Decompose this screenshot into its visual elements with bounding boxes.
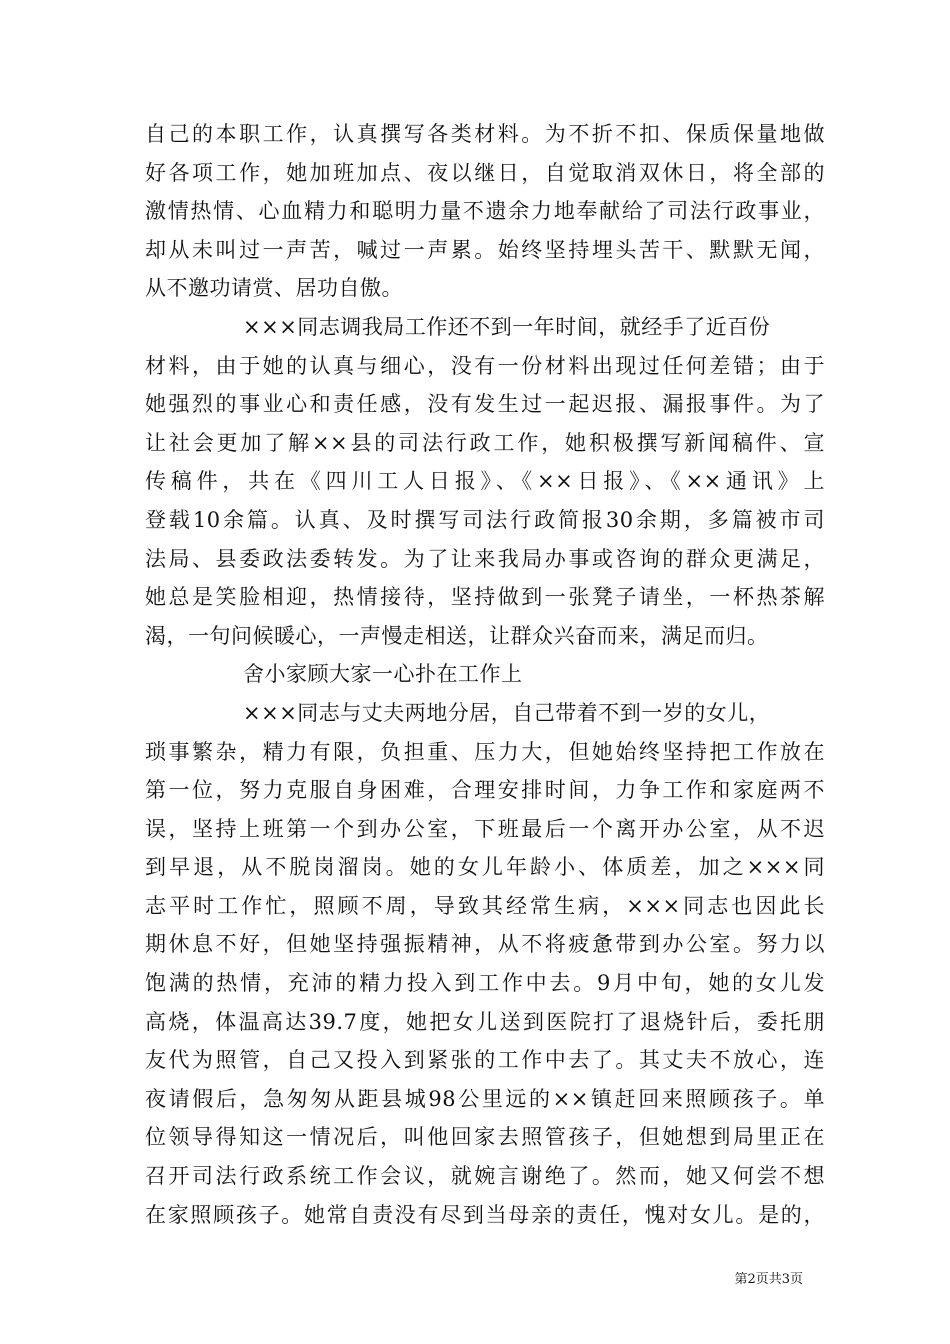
text-line: 渴，一句问候暖心，一声慢走相送，让群众兴奋而来，满足而归。 [145, 623, 769, 648]
text-line: 她总是笑脸相迎，热情接待，坚持做到一张凳子请坐，一杯热茶解 [145, 585, 825, 610]
text-line: 却从未叫过一声苦，喊过一声累。始终坚持埋头苦干、默默无闻， [145, 237, 825, 262]
text-line: 饱满的热情，充沛的精力投入到工作中去。9月中旬，她的女儿发 [145, 971, 825, 996]
text-line: 材料，由于她的认真与细心，没有一份材料出现过任何差错；由于 [145, 353, 825, 378]
text-line: 传稿件，共在《四川工人日报》、《××日报》、《××通讯》上 [145, 469, 825, 494]
document-body [145, 115, 825, 1234]
paragraph-start-line: ×××同志调我局工作还不到一年时间，就经手了近百份 [243, 314, 771, 339]
text-line: 琐事繁杂，精力有限，负担重、压力大，但她始终坚持把工作放在 [145, 739, 825, 764]
text-line: 在家照顾孩子。她常自责没有尽到当母亲的责任，愧对女儿。是的， [145, 1202, 825, 1227]
text-line: 误，坚持上班第一个到办公室，下班最后一个离开办公室，从不迟 [145, 816, 825, 841]
text-line: 登载10余篇。认真、及时撰写司法行政简报30余期，多篇被市司 [145, 507, 825, 532]
text-line: 友代为照管，自己又投入到紧张的工作中去了。其丈夫不放心，连 [145, 1048, 825, 1073]
text-line: 好各项工作，她加班加点、夜以继日，自觉取消双休日，将全部的 [145, 160, 825, 185]
text-line: 自己的本职工作，认真撰写各类材料。为不折不扣、保质保量地做 [145, 122, 825, 146]
text-line: 到早退，从不脱岗溜岗。她的女儿年龄小、体质差，加之×××同 [145, 855, 825, 880]
text-line: 夜请假后，急匆匆从距县城98公里远的××镇赶回来照顾孩子。单 [145, 1086, 825, 1111]
text-line: 她强烈的事业心和责任感，没有发生过一起迟报、漏报事件。为了 [145, 392, 825, 417]
text-line: 第一位，努力克服自身困难，合理安排时间，力争工作和家庭两不 [145, 778, 825, 803]
text-line: 法局、县委政法委转发。为了让来我局办事或咨询的群众更满足， [145, 546, 825, 571]
paragraph-start-line: ×××同志与丈夫两地分居，自己带着不到一岁的女儿， [243, 700, 771, 725]
text-line: 位领导得知这一情况后，叫他回家去照管孩子，但她想到局里正在 [145, 1125, 825, 1150]
text-line: 召开司法行政系统工作会议，就婉言谢绝了。然而，她又何尝不想 [145, 1164, 825, 1189]
text-line: 让社会更加了解××县的司法行政工作，她积极撰写新闻稿件、宣 [145, 430, 825, 455]
page-number-footer: 第2页共3页 [734, 1272, 803, 1287]
text-line: 志平时工作忙，照顾不周，导致其经常生病，×××同志也因此长 [145, 893, 825, 918]
text-line: 从不邀功请赏、居功自傲。 [145, 276, 403, 301]
text-line: 高烧，体温高达39.7度，她把女儿送到医院打了退烧针后，委托朋 [145, 1009, 825, 1034]
section-heading: 舍小家顾大家一心扑在工作上 [243, 662, 523, 687]
text-line: 激情热情、心血精力和聪明力量不遗余力地奉献给了司法行政事业， [145, 199, 825, 224]
text-line: 期休息不好，但她坚持强振精神，从不将疲惫带到办公室。努力以 [145, 932, 825, 957]
